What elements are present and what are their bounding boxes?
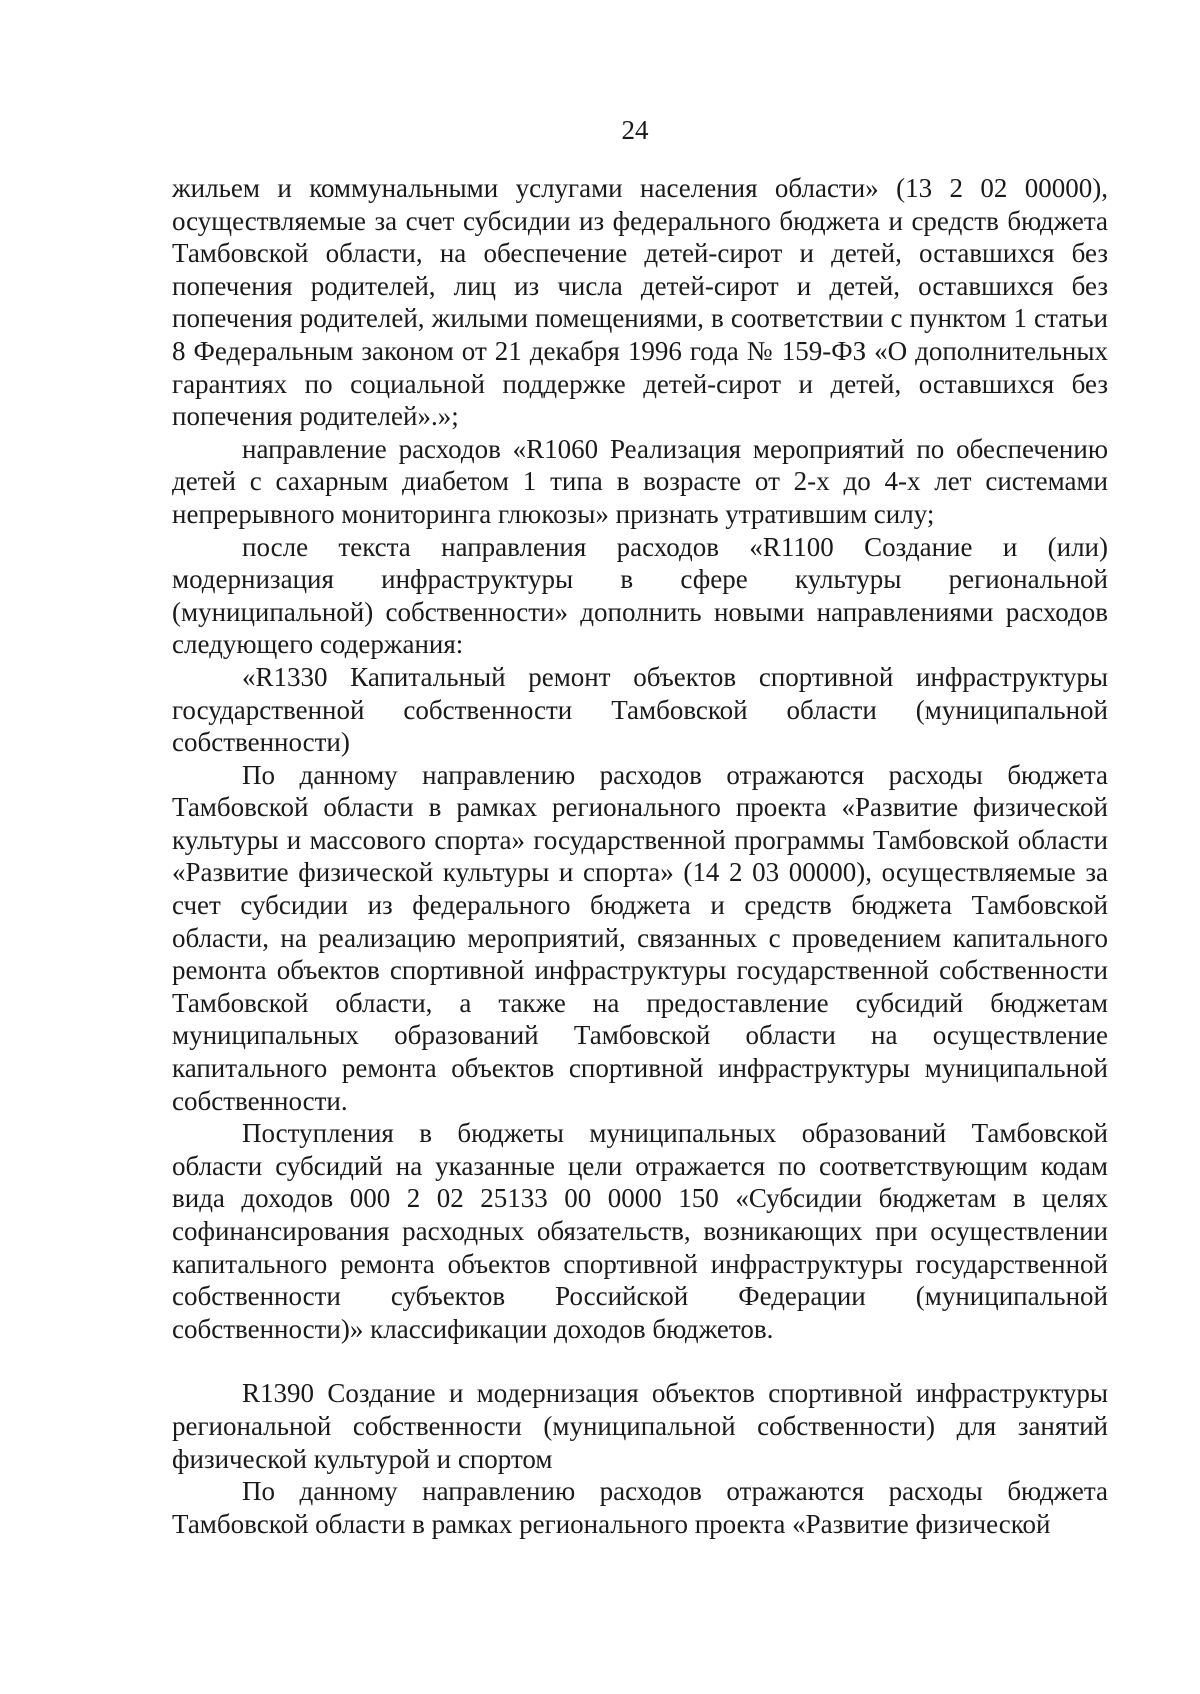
page-number: 24 <box>621 115 649 145</box>
document-body <box>172 172 1108 1540</box>
paragraph-r1060: направление расходов «R1060 Реализация мероприятий по обеспечению детей с сахарным диабетом 1 типа в возрасте от 2-х до 4-х лет системами непрерывного мониторинга глюкозы» признать утратившим силу; <box>172 433 1108 529</box>
paragraph-continuation: жильем и коммунальными услугами населения области» (13 2 02 00000), осуществляемые за счет субсидии из федерального бюджета и средств бюджета Тамбовской области, на обеспечение детей-сирот и детей, оставшихся без попечения родителей, лиц из числа детей-сирот и детей, оставшихся без попечения родителей, жилыми помещениями, в соответствии с пунктом 1 статьи 8 Федеральным законом от 21 декабря 1996 года № 159-ФЗ «О дополнительных гарантиях по социальной поддержке детей-сирот и детей, оставшихся без попечения родителей».»; <box>172 173 1108 432</box>
paragraph-r1390-heading: R1390 Создание и модернизация объектов спортивной инфраструктуры региональной собственности (муниципальной собственности) для занятий физической культурой и спортом <box>172 1378 1108 1474</box>
paragraph-r1390-description: По данному направлению расходов отражаются расходы бюджета Тамбовской области в рамках регионального проекта «Развитие физической <box>172 1476 1108 1539</box>
paragraph-r1100: после текста направления расходов «R1100 Создание и (или) модернизация инфраструктуры в сфере культуры региональной (муниципальной) собственности» дополнить новыми направлениями расходов следующего содержания: <box>172 531 1108 660</box>
paragraph-r1330-description: По данному направлению расходов отражаются расходы бюджета Тамбовской области в рамках регионального проекта «Развитие физической культуры и массового спорта» государственной программы Тамбовской области «Развитие физической культуры и спорта» (14 2 03 00000), осуществляемые за счет субсидии из федерального бюджета и средств бюджета Тамбовской области, на реализацию мероприятий, связанных с проведением капитального ремонта объектов спортивной инфраструктуры государственной собственности Тамбовской области, а также на предоставление субсидий бюджетам муниципальных образований Тамбовской области на осуществление капитального ремонта объектов спортивной инфраструктуры муниципальной собственности. <box>172 759 1108 1116</box>
paragraph-r1330-heading: «R1330 Капитальный ремонт объектов спортивной инфраструктуры государственной собственности Тамбовской области (муниципальной собственности) <box>172 661 1108 758</box>
paragraph-r1330-income: Поступления в бюджеты муниципальных образований Тамбовской области субсидий на указанные цели отражается по соответствующим кодам вида доходов 000 2 02 25133 00 0000 150 «Субсидии бюджетам в целях софинансирования расходных обязательств, возникающих при осуществлении капитального ремонта объектов спортивной инфраструктуры государственной собственности субъектов Российской Федерации (муниципальной собственности)» классификации доходов бюджетов. <box>172 1118 1108 1344</box>
paragraph-gap <box>172 1345 1108 1377</box>
